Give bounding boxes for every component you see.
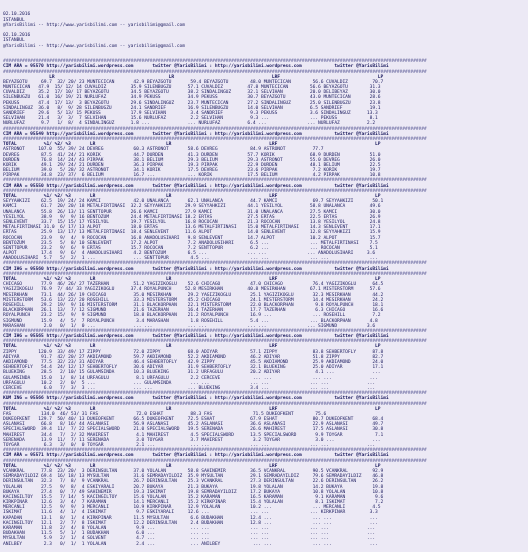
section-divider: ############################################################################################################################################################ [3,261,427,267]
table-row: BLUEKING 28.5 2/ 10/ 15 GULAMSINDA 10.3 BLUEKING 31.2 URFAGULU 20.2 ADIYAR 4.1 ... ... [3,370,381,376]
section-divider: ############################################################################################################################################################ [3,448,427,454]
table-row: METALFIRTINASI 31.0 6/ 17/ 13 ALPOT 18.0 ERTAS 13.6 METALFIRTINASI 15.0 METALFIRTINASI 14.3 SENLEVENT 17.1 [3,225,381,231]
header-line: 02.10.2016 [3,12,31,18]
table-row: TOTAL %1/ %2/ %3 LR LR LRF LP [3,194,381,199]
table-row: ROSEHILL 29.2 19/ 9/ 16 MISTERSTORM 31.1 BLACKORPHAN 22.1 MISTERSTORM 22.0 BLACKORPHAN 9.8 ROYALPUNCH 18.1 [3,302,384,308]
table-row: SEYYAHKIZI 62.5 19/ 24/ 24 KAMCI 42.0 UNALANCA 62.1 UNALANCA 44.7 KAMCI 69.7 SEYYAHKIZI 50.1 [3,199,384,205]
section-divider: ############################################################################################################################################################ [3,391,427,397]
header-line: @YarisBilimi -- http://www.yarisbilimi.com -- yarisbilimi@gmail.com [3,43,185,49]
table-row: KACINGILTOY 15.5 7/ 14/ 5 KACINGILTOY 15.6 YOLALAN 15.2 KARAMAN 16.5 KARAMAN 9.1 KARAMAN 9.6 [3,494,384,500]
table-row: BUDAKHAN 11.5 5/ 1/ 1 BUDAKHAN 6.0 ... ... ... ... ... ... ... ... [3,531,376,537]
table-row: LR LR LRF LP [3,74,384,80]
table-row: MERCANLI 12.5 9/ 9/ 3 MERCANLI 10.9 KIRKPINAR 12.9 YOLALAN 10.2 ... ... MERCANLI 4.5 [3,505,381,511]
table-row: ISKIMAT 11.6 4/ 1/ 4 ISKIMAT 9.7 ESKIYARALI 12.6 ... ... ... ... KIRKPINAR 3.3 [3,510,378,516]
table-row: SEHBERTOFLY 54.4 24/ 12/ 17 SEHBERTOFLY 30.6 ADIYAR 31.9 SEHBERTOFLY 32.1 BLUEKING 25.0 ADIYAR 17.1 [3,365,384,371]
table-row: SIGMUND 15.9 4/ 5/ 7 ROYALPUNCH 3.4 MARASHAN 1.8 ROSEHILL 5.4 ... ... BLACKORPHAN 4.8 [3,318,378,324]
table-row: BENTOZUM 23.5 5/ 8/ 10 SENLEVENT 17.2 ALPOT 7.2 ANADOLUSIHARI 6.5 ... ... METALFIRTINASI 7.5 [3,240,378,246]
table-row: MARASHAN 2.0 0/ 1/ 0 ... ... ... ... ... ... ... ... SIGMUND 3.6 [3,323,376,329]
race-section [3,329,528,391]
section-divider: ############################################################################################################################################################ [3,188,427,194]
table-row: SEMRADAYILDIZ 69.4 16/ 18/ 13 MYSULTAN 31.6 SEMRADAYILDIZ 35.9 MYSULTAN 29.1 SEMRADAYILDIZ 79.6 SEMRADAYILDIZ 46.8 [3,474,384,480]
table-row: GULAMSINDA 15.0 1/ 8/ 14 URFAGULU 8.1 URFAGULU 2.2 CERCEVE ... ... ... ... ... [3,375,378,381]
table-row: ASLANASI 66.8 8/ 16/ 44 ASLANASI 56.9 ASLANASI 45.2 ASLANASI 36.6 ASLANASI 22.9 ASLANASI 49.7 [3,422,384,428]
table-row: NURLUFAZ 9.7 1/ 8/ 4 SINDALINGUZ 1.8 ... ... NURLUFAZ 6.4 ... ... NURLUFAZ 2.2 [3,121,376,127]
section-divider: ############################################################################################################################################################ [3,178,427,184]
table-row: KORIK 49.1 29/ 24/ 21 DURDEN 36.3 PIRPAK 19.3 PIRPAK 22.9 DURDEN 48.1 BELIUM 22.5 [3,162,381,168]
table-row: BELIUM 39.0 5/ 28/ 32 ASTRONOT 34.1 KORIK 17.5 DEVREG 23.6 PIRPAK 7.2 KORIK 19.7 [3,168,381,174]
table-row: CERCEVE 6.0 7/ 3/ 3 ... ... ... ... BLUEKING 3.4 ... ... ... ... [3,385,376,391]
section-divider: ############################################################################################################################################################ [3,126,427,132]
table-row: DERINSULTAN 32.3 7/ 8/ 9 VCANKRAL 26.7 DERINSULTAN 25.3 VCANKRAL 27.3 DERINSULTAN 22.6 DERINSULTAN 26.2 [3,479,384,485]
section-title: KUM ING = 95566 http://yarisbilimi.wordpress.com twitter @YarisBilimi : http://yarisbilimi.wordpress.com twitter @YarisBilimi [3,396,389,402]
table-row: URFAGULU 10.2 2/ 0/ 5 ... ... GULAMSINDA ... ... ... ... ... ... ... [3,380,376,386]
table-row: ZIPPY 120.9 33/ 49/ 17 ZIPPY 72.0 ZIPPY 68.0 ADIYAR 57.1 ZIPPY 83.8 SEHBERTOFLY 87.8 [3,349,384,355]
section-title: CIM IHG = 95565 http://yarisbilimi.wordpress.com twitter @YarisBilimi : http://yarisbilimi.wordpress.com twitter @YarisBilimi [3,334,389,340]
table-row: AKDIAMOND 77.5 32/ 23/ 31 ADIYAR 46.4 SEHBERTOFLY 42.9 ZIPPY 45.5 AKDIAMOND 25.9 AKDIAMOND 24.0 [3,360,384,365]
report-header [3,12,528,48]
table-row: SERENADA 13.9 11/ 7/ 11 SERENADA 3.0 TOYGAR 3.7 MAHIREST 3.2 TOYGAR 3.0 ... ... [3,437,381,443]
table-row: SANDRIEF 29.6 5/ 13/ 15 PEKUSS 17.9 SELVIHAN 3.4 SANDRIEF 9.3 PEKUSS 3.6 SINDALINGUZ 13.3 [3,111,378,116]
table-row: MAHIREST 34.4 7/ 2/ 32 MAHIREST 4.1 MAHIREST 4.5 SPECIALSWORD 13.5 SPECIALSWORD 9.9 TOYGAR 7.1 [3,432,384,438]
table-row: VCANKRAL 77.8 23/ 20/ 3 DERINSULTAN 37.0 YOLALAN 58.8 SAHINEMIR 36.5 VCANKRAL 90.5 VCANKRAL 92.9 [3,468,384,474]
header-line: 02.10.2016 [3,33,31,39]
table-row: MUNTECICAN 47.9 15/ 12/ 14 CUVALDIZ 35.9 SILENBUGZU 57.1 CUVALDIZ 47.8 MUNTECICAN 56.6 BEYAZGOTU 31.3 [3,85,381,91]
table-row: SELVIHAN 21.4 3/ 3/ 7 SELVIHAN 15.6 NURLUFAZ 2.2 SELVIHAN 9.3 ... ... PEKUSS 8.1 [3,116,378,122]
table-row: PEKUSS 47.4 17/ 13/ 3 BEYAZGOTU 29.6 SINDALINGUZ 23.7 MUNTECICAN 27.2 SINDALINGUZ 25.0 SILENBUGZU 23.8 [3,100,381,106]
table-row: TOTAL %1/ %2/ %3 LR LR LRF LP [3,406,381,412]
table-row: ANADOLUSIHARI 5.7 5/ 2/ 1 ... ... SENTTOPUR 4.5 ... ... ... ... ... ... [3,256,378,262]
table-row: YOLALAN 27.5 9/ 8/ 4 ESKIYARALI 20.7 BUKAYA 21.3 BUKAYA 19.8 YOLALAN 14.2 BUKAYA 19.8 [3,484,384,490]
section-divider: ############################################################################################################################################################ [3,59,427,65]
section-title: CIM ARA = 95571 http://yarisbilimi.wordpress.com twitter @YarisBilimi : http://yarisbilimi.wordpress.com twitter @YarisBilimi [3,453,389,459]
table-row: ROYALPUNCH 23.2 15/ 9/ 9 SIGMUND 18.8 BLACKORPHAN 21.2 ROYALPUNCH 16.9 ... ... ROSEHILL 7.2 [3,313,381,319]
section-divider: ############################################################################################################################################################ [3,136,427,142]
table-row: MISTERSTORM 53.6 13/ 22/ 20 ROSEHILL 33.3 MISTERSTORM 45.2 CHICAGO 24.1 MISTERSTORM 14.4 MESIRKHAN 24.2 [3,297,384,303]
race-section [3,127,528,179]
table-row: KARAMAN 11.8 2/ 4/ 8 YOLALAN 9.9 ... ... ... ... ... ... ... ... [3,526,376,531]
table-row: CUVALDIZ 35.2 17/ 10/ 17 BEYAZGOTU 34.5 BEYAZGOTU 38.2 SINDALINGUZ 32.1 SELVIHAN 20.0 DELIBEYAZ 30.0 [3,90,381,96]
section-title: CIM ARA = 95549 http://yarisbilimi.wordpress.com twitter @YarisBilimi : http://yarisbilimi.wordpress.com twitter @YarisBilimi [3,131,389,137]
section-divider: ############################################################################################################################################################ [3,328,427,334]
race-section [3,391,528,448]
table-row: YAGIZIKOGLU 76.9 7/ 44/ 33 YAGIZIKOGLU 37.4 ROYALPUNCH 52.8 MESIRKHAN 40.8 MESIRKHAN 67.1 MISTERSTORM 57.6 [3,287,381,293]
table-row: TOYGAR 6.3 3/ 0/ 0 TOYGAR 2.1 ... ... ... ... ... ... ... ... [3,443,376,448]
table-row: DEVREG 87.5 41/ 24/ 21 KORIK 44.7 DURDEN 41.3 DURDEN 57.7 KORIK 68.9 DURDEN 51.0 [3,152,381,158]
table-row: YESILYOL 38.9 9/ 9/ 16 BENTOZUM 24.4 METALFIRTINASI 18.2 ERTAS 27.5 ERTAS 22.5 ERTAS 26.9 [3,214,381,220]
table-row: BEYAZGOTU 69.7 32/ 20/ 23 MUNTECICAN 42.9 BEYAZGOTU 59.4 BEYAZGOTU 48.0 MUNTECICAN 56.6 CUVALDIZ 70.7 [3,79,384,85]
header-line: ISTANBUL [3,38,25,44]
section-divider: ############################################################################################################################################################ [3,458,427,464]
table-row: UNALANCA 55.8 26/ 13/ 11 SENTTOPUR 26.6 KAMCI 27.9 KAMCI 31.0 UNALANCA 27.5 KAMCI 30.0 [3,209,381,215]
table-row: SPECIALSWORD 39.4 11/ 7/ 22 SPECIALSWORD 21.0 SPECIALSWORD 19.5 SERENADA 26.6 MAHIREST 17.5 ASLANASI 30.8 [3,427,384,433]
section-divider: ############################################################################################################################################################ [3,69,427,75]
table-row: MESIRKHAN 73.1 44/ 26/ 19 CHICAGO 35.0 MESIRKHAN 29.2 YAGIZIKOGLU 25.1 YAGIZIKOGLU 32.3 MESIRKHAN 44.2 [3,292,384,298]
header-line: ISTANBUL [3,17,25,23]
table-row: SILENBUGZU 61.0 16/ 19/ 21 NURLUFAZ 34.9 PEKUSS 34.9 PEKUSS 30.7 BEYAZGOTU 43.0 MUNTECICAN 28.6 [3,95,381,101]
table-row: MYSULTAN 5.9 2/ 1/ 4 SOLVENT 4.7 ... ... ... ... ... ... ... ... [3,536,376,542]
section-divider: ############################################################################################################################################################ [3,401,427,407]
section-title: CIM ARA = 95570 http://yarisbilimi.wordpress.com twitter @YarisBilimi : http://yarisbilimi.wordpress.com twitter @YarisBilimi [3,64,389,70]
table-row: BLACKORPHAN 26.1 13/ 7/ 12 SIGMUND 21.6 TAZERHAN 16.4 TAZERHAN 17.7 TAZERHAN 6.3 CHICAGO 16.6 [3,308,384,314]
section-title: CIM IHG = 95560 http://yarisbilimi.wordpress.com twitter @YarisBilimi : http://yarisbilimi.wordpress.com twitter @YarisBilimi [3,266,389,272]
table-row: KAPADAN 13.1 8/ 1/ 4 KIRKPINAR 11.5 MYSULTAN 6.6 BUDAKHAN 12.4 ... ... ... ... [3,515,378,521]
table-row: KACINGILTOY 12.1 2/ 7/ 8 ISKIMAT 12.2 DERINSULTAN 2.4 BUDAKHAN 12.8 ... ... ... ... [3,520,378,526]
table-row: ASTRONOT 107.0 55/ 39/ 24 DEVREG 60.3 ASTRONOT 58.6 DEVREG 84.9 ASTRONOT 77.7 [3,147,324,153]
table-row: ALPOT 17.4 9/ 6/ 4 ANADOLUSIHARI 4.2 BENTOZUM 6.5 ... ... ... ... ANADOLUSIHARI 3.6 [3,251,376,257]
table-row: TOTAL %1/ %2/ %3 LR LR LRF LP [3,142,381,148]
table-row: TOTAL %1/ %2/ %3 LR LR LRF LP [3,463,381,469]
race-section [3,448,528,547]
section-divider: ############################################################################################################################################################ [3,271,427,277]
table-row: CHICAGO 77.9 46/ 26/ 27 TAZERHAN 51.2 YAGIZIKOGLU 52.6 CHICAGO 47.0 CHICAGO 76.4 YAGIZIKOGLU 64.5 [3,282,384,288]
table-row: TOTAL %1/ %2/ %3 LR LR LRF LP [3,344,381,350]
table-row: ANILBEY 2.3 0/ 1/ 1 YOLALAN 2.4 ... ... ANILBEY ... ... ... ... ... [3,541,378,547]
race-section [3,261,528,328]
table-row: DURDEN 76.8 14/ 24/ 43 PIRPAK 38.1 BELIUM 29.3 BELIUM 29.3 ASTRONOT 55.0 DEVREG 26.0 [3,157,381,163]
table-row: KAMCI 61.7 20/ 20/ 18 METALFIRTINASI 32.2 SEYYAHKIZI 29.9 SEYYAHKIZI 44.1 YESILYOL 58.8 UNALANCA 49.6 [3,204,381,210]
table-row: ROCOCAN 23.9 9/ 4/ 9 ROCOCAN 16.8 ANADOLUSIHARI 9.8 SENLEVENT 14.7 ALPOT 10.2 ALPOT 15.7 [3,235,381,241]
table-row: ADIYAR 91.7 42/ 20/ 27 AKDIAMOND 59.7 AKDIAMOND 52.2 AKDIAMOND 46.2 ADIYAR 51.8 ZIPPY 82.7 [3,354,384,360]
table-row: SENLEVENT 33.7 15/ 15/ 17 YESILYOL 19.7 YESILYOL 16.8 ROCOCAN 21.3 ROCOCAN 13.8 YESILYOL 24.8 [3,219,381,225]
header-line: @YarisBilimi -- http://www.yarisbilimi.com -- yarisbilimi@gmail.com [3,22,185,28]
table-row: KIRKPINAR 12.6 3/ 4/ 7 KARAMAN 14.1 MERCANLI 15.2 KIRKPINAR 15.4 YOLALAN 8.1 ISKIMAT 7.2 [3,500,384,506]
section-title: CIM ARA = 95550 http://yarisbilimi.wordpress.com twitter @YarisBilimi : http://yarisbilimi.wordpress.com twitter @YarisBilimi [3,183,389,189]
table-row: TOTAL %1/ %2/ %3 LR LR LRF LP [3,277,381,282]
table-row: FAS 134.0 46/ 53/ 31 FAS 72.0 ESHAT 88.3 FAS 71.5 DUKEOFKENT 75.6 [3,411,327,417]
section-divider: ############################################################################################################################################################ [3,339,427,345]
report-sections [3,59,528,547]
race-section [3,59,528,126]
table-row: BUKAYA 27.4 0/ 7/ 49 SAHINEMIR 19.3 ISKIMAT 19.8 SEMRADAYILDIZ 17.2 BUKAYA 10.8 YOLALAN 10.8 [3,489,384,495]
table-row: PIRPAK 34.8 23/ 37/ 6 BELIUM 16.7 ... ... KORIK 17.5 BELIUM 4.2 PIRPAK 10.8 [3,173,381,179]
table-row: SENTTOPUR 23.2 9/ 6/ 9 ERTAS 15.7 ROCOCAN 7.2 SENTTOPUR 6.2 ... ... ROCOCAN 5.1 [3,245,378,251]
table-row: SINDALINGUZ 36.0 8/ 9/ 28 SILENBUGZU 24.1 SANDRIEF 16.9 SILENBUGZU 14.0 SELVIHAN 6.5 SANDRIEF 19.1 [3,105,381,111]
race-section [3,178,528,261]
table-row: DUKEOFKENT 129.7 50/ 40/ 13 DUKEOFKENT 66.5 DUKEOFKENT 72.5 ESHAT 67.9 ESHAT 80.7 DUKEOFKENT 68.4 [3,417,384,423]
table-row: ERTAS 25.9 13/ 17/ 13 METALFIRTINASI 18.4 SENLEVENT 11.6 ALPOT 14.0 SENLEVENT 12.8 SEYYAHKIZI 15.9 [3,230,381,236]
